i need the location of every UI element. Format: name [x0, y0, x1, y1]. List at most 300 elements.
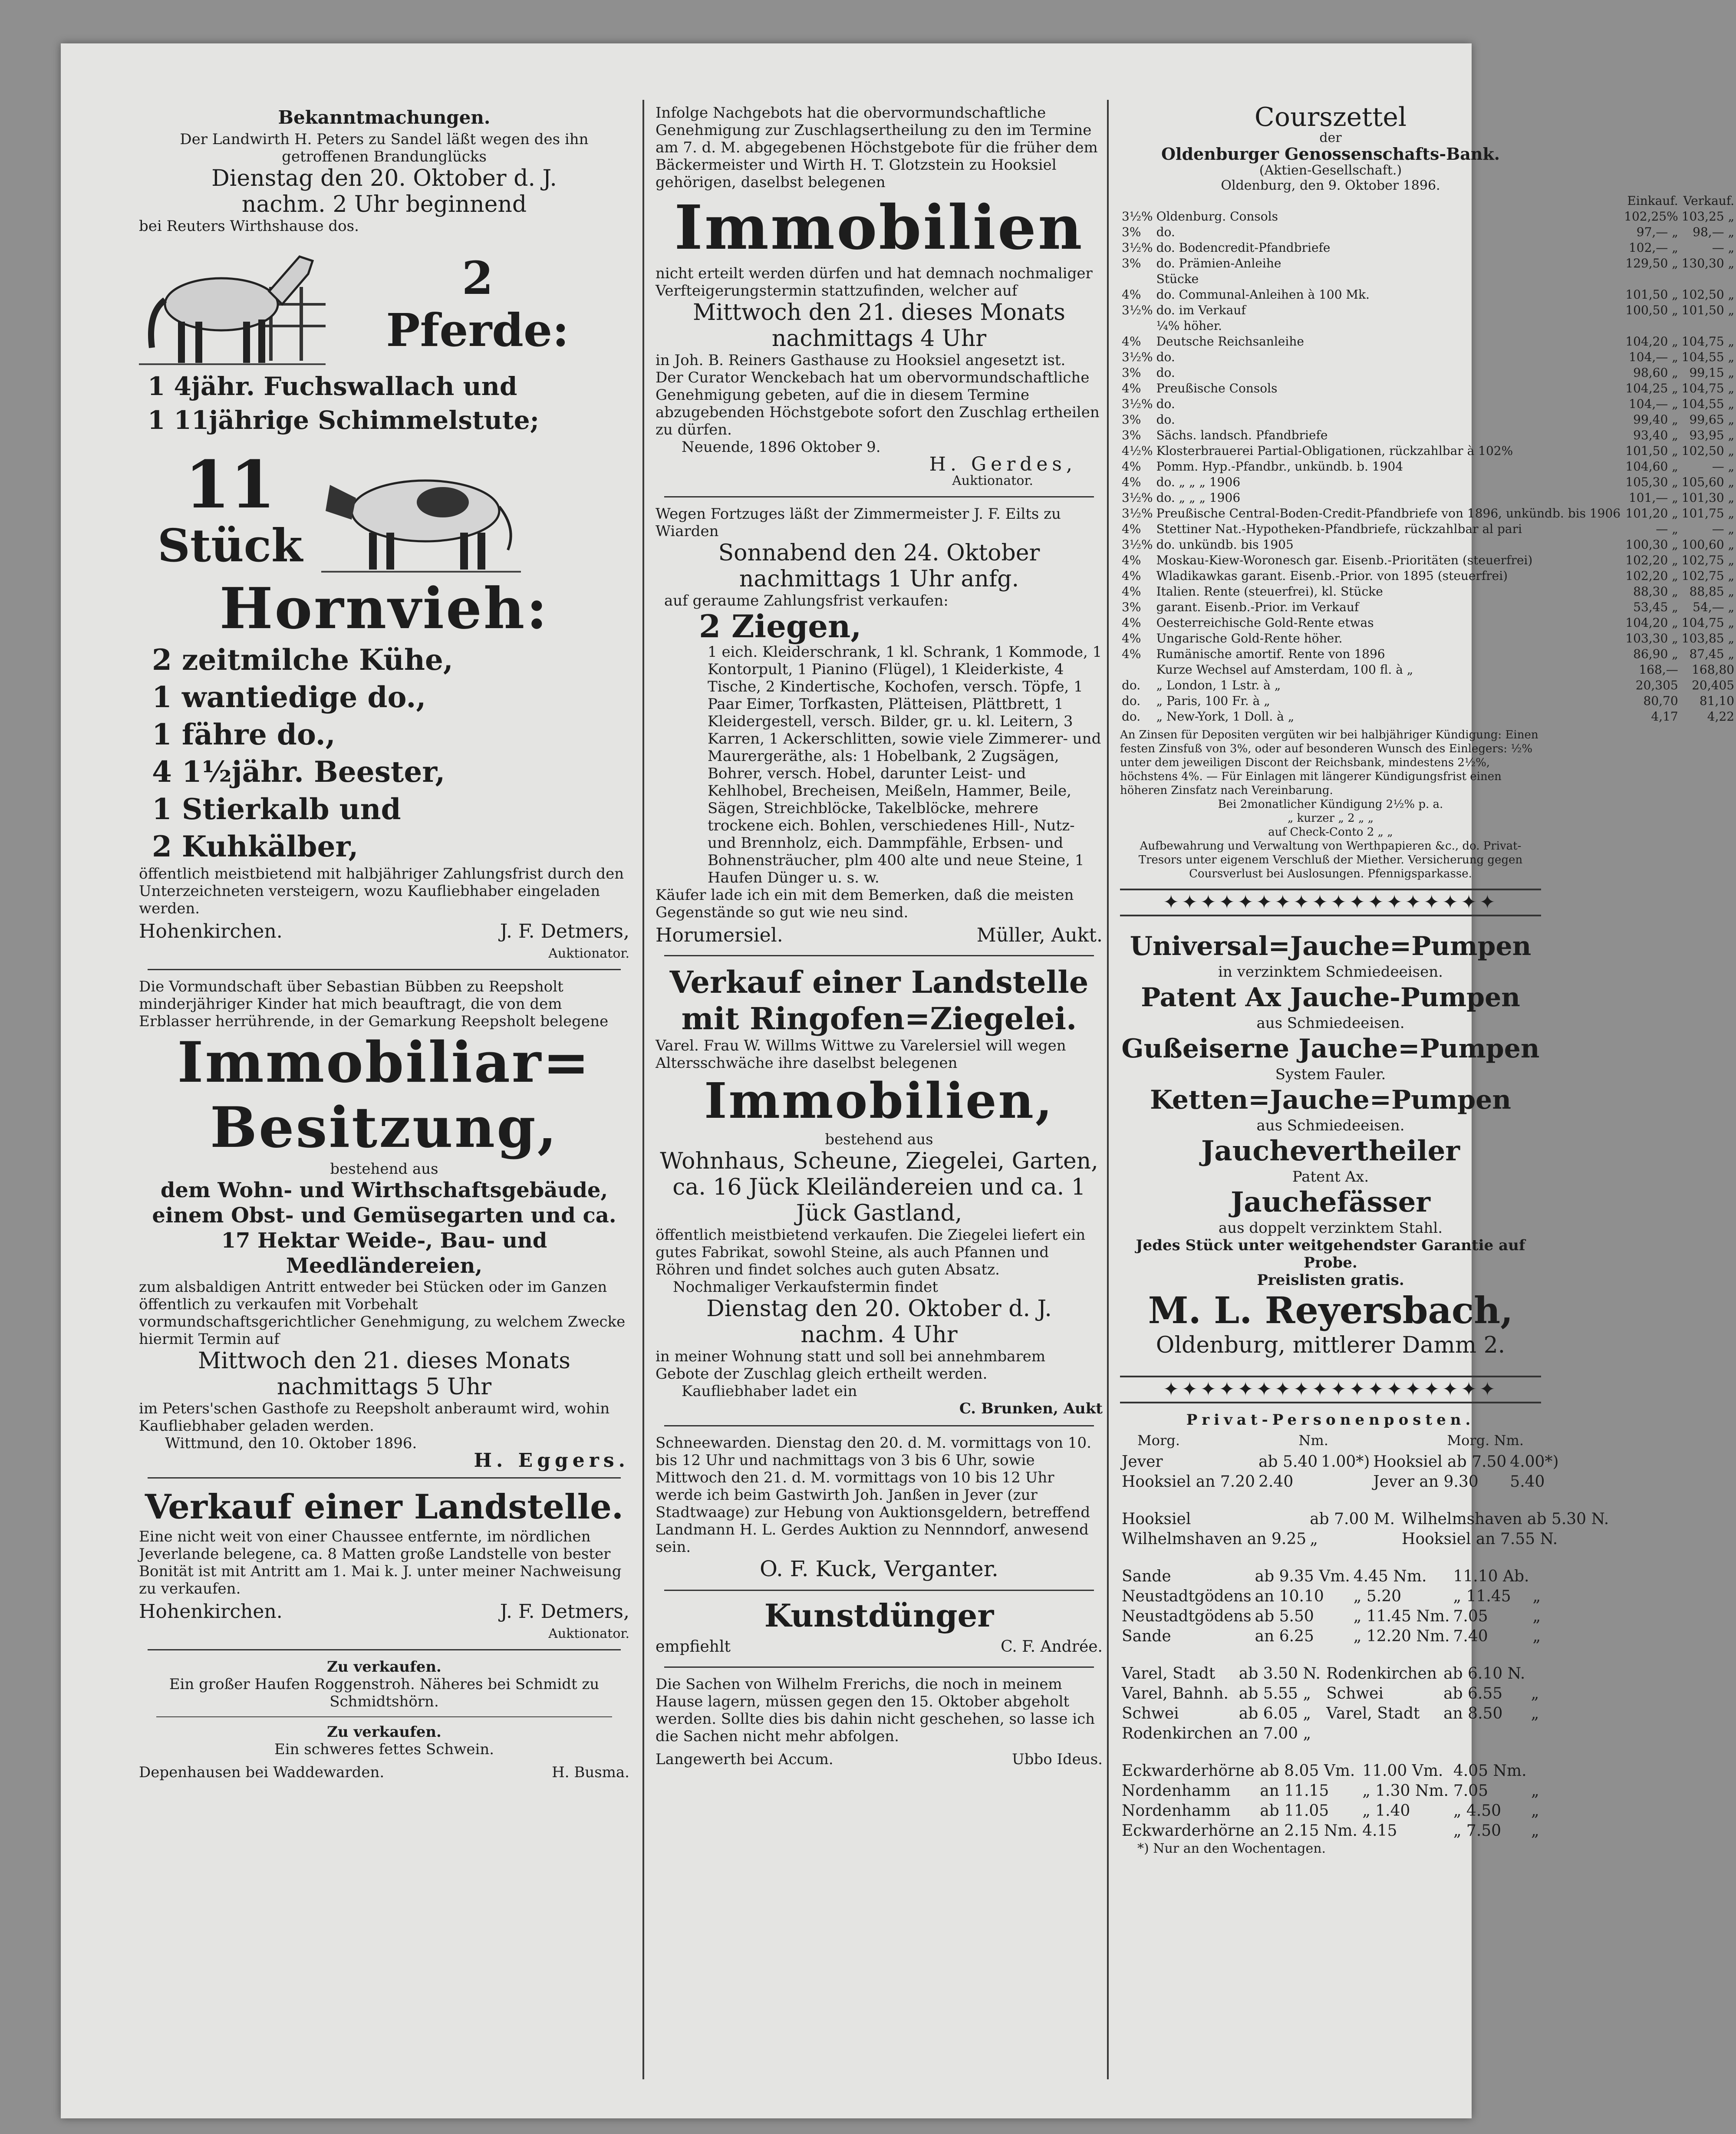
course-cell: Sächs. landsch. Pfandbriefe	[1156, 428, 1328, 442]
post-cell: Nordenhamm	[1122, 1782, 1231, 1800]
signature-role: Auktionator.	[548, 946, 629, 961]
brick-items: Wohnhaus, Scheune, Ziegelei, Garten, ca. 16 Jück Kleiländereien und ca. 1 Jück Gastland,	[660, 1148, 1098, 1226]
snow-text: Schneewarden. Dienstag den 20. d. M. vormittags von 10. bis 12 Uhr und nachmittags von 3 bis 6 Uhr, sowie Mittwoch den 21. d. M. vormittags von 10 bis 12 Uhr werde ich beim Gastwirth Joh. Janßen in Jever (zur Stadtwaage) zur Hebung von Auktionsgeldern, betreffend Landmann H. L. Gerdes Auktion zu Nennndorf, anwesend sein.	[656, 1434, 1091, 1556]
course-cell: Rumänische amortif. Rente von 1896	[1156, 647, 1385, 661]
course-cell: 104,20 „	[1625, 334, 1678, 349]
post-row	[1120, 1704, 1541, 1724]
post-groups	[1120, 1452, 1609, 1841]
course-cell: 4%	[1122, 334, 1141, 349]
course-row	[1120, 381, 1736, 396]
column-2	[656, 104, 1103, 1774]
post-cell: ab 6.10 N.	[1443, 1665, 1525, 1683]
fertilizer-line	[656, 1635, 1103, 1659]
post-cell: Varel, Bahnh.	[1122, 1685, 1229, 1703]
course-cell: 88,85 „	[1689, 584, 1735, 599]
course-title: Courszettel	[1254, 102, 1407, 132]
signature-name: Müller, Aukt.	[976, 924, 1103, 946]
course-cell	[1622, 318, 1680, 334]
course-cell: 87,45 „	[1689, 647, 1735, 661]
course-cell: — „	[1712, 459, 1735, 474]
post-title: Privat-Personenposten.	[1186, 1411, 1475, 1429]
course-row	[1120, 662, 1736, 678]
course-cell: garant. Eisenb.-Prior. im Verkauf	[1156, 600, 1359, 614]
pump-product: Universal=Jauche=Pumpen	[1130, 931, 1532, 962]
pump-detail: aus doppelt verzinktem Stahl.	[1218, 1219, 1443, 1237]
brick-text: öffentlich meistbietend verkaufen. Die Ziegelei liefert ein gutes Fabrikat, sowohl Steine, als auch Pfannen und Röhren und findet solches auch guten Absatz.	[656, 1226, 1086, 1278]
snow-signature: O. F. Kuck, Verganter.	[759, 1556, 999, 1581]
course-cell: 104,75 „	[1681, 381, 1735, 395]
estate-title: Immobiliar=	[177, 1030, 591, 1095]
course-cell: 4%	[1122, 475, 1141, 489]
ornament-divider: ✦✦✦✦✦✦✦✦✦✦✦✦✦✦✦✦✦✦	[1120, 889, 1541, 916]
post-cell: Nordenhamm	[1122, 1802, 1231, 1820]
course-cell: 168,80	[1692, 662, 1735, 677]
post-cell	[1529, 1761, 1541, 1781]
course-cell: 4½%	[1122, 444, 1153, 458]
course-cell: 3½%	[1122, 537, 1153, 552]
course-cell: Ungarische Gold-Rente höher.	[1156, 631, 1343, 645]
post-cell: an 2.15 Nm.	[1260, 1822, 1357, 1840]
signature-line	[656, 1748, 1103, 1771]
fertilizer-title: Kunstdünger	[764, 1597, 994, 1634]
land-text: Eine nicht weit von einer Chaussee entfernte, im nördlichen Jeverlande belegene, ca. 8 Matten große Landstelle von bester Bonität ist mit Antritt am 1. Mai k. J. unter meiner Nachweisung zu verkaufen.	[139, 1528, 622, 1597]
cattle-terms: öffentlich meistbietend mit halbjähriger Zahlungsfrist durch den Unterzeichneten versteigern, wozu Kaufliebhaber eingeladen werden.	[139, 865, 624, 917]
course-cell: do. unkündb. bis 1905	[1156, 537, 1294, 552]
brick-immobilien: Immobilien,	[704, 1073, 1054, 1130]
course-cell: Stücke	[1156, 272, 1199, 286]
post-cell: ab 6.55	[1443, 1685, 1503, 1703]
estate-date: Mittwoch den 21. dieses Monats	[198, 1348, 570, 1374]
brick-date: Dienstag den 20. Oktober d. J.	[706, 1296, 1052, 1322]
course-cell: 4%	[1122, 287, 1141, 302]
brick-consist: bestehend aus	[825, 1131, 933, 1148]
post-header-mid: Nm.	[1298, 1432, 1328, 1449]
course-cell: 104,55 „	[1681, 397, 1735, 411]
course-cell: 3½%	[1122, 350, 1153, 364]
course-cell: 103,25 „	[1681, 209, 1735, 224]
course-row	[1120, 615, 1736, 631]
cattle-count: 11	[184, 447, 276, 523]
post-row	[1120, 1509, 1614, 1529]
post-row	[1120, 1724, 1541, 1744]
course-row	[1120, 349, 1736, 365]
goat-intro: Wegen Fortzuges läßt der Zimmermeister J. F. Eilts zu Wiarden	[656, 505, 1061, 540]
notice-place: bei Reuters Wirthshause dos.	[139, 217, 359, 235]
course-cell: do. im Verkauf	[1156, 303, 1246, 317]
course-cell: 168,—	[1639, 662, 1678, 677]
course-header-row	[1120, 193, 1736, 209]
post-cell	[1442, 1724, 1529, 1744]
post-cell: „ 1.40	[1362, 1802, 1410, 1820]
pump-pricelist: Preislisten gratis.	[1257, 1271, 1404, 1289]
fertilizer-firm: C. F. Andrée.	[1001, 1638, 1103, 1656]
horses-count: 2	[461, 251, 494, 305]
course-row	[1120, 459, 1736, 474]
post-cell: „ 4.50	[1453, 1802, 1502, 1820]
course-cell: 102,20 „	[1625, 553, 1678, 567]
pump-detail: Patent Ax.	[1292, 1168, 1369, 1186]
course-safe: Aufbewahrung und Verwaltung von Werthpapieren &c., do. Privat-Tresors unter eigenem Verschluß der Miether. Versicherung gegen Coursverlust bei Auslosungen. Pfennigsparkasse.	[1138, 840, 1523, 880]
course-cell: Oldenburg. Consols	[1156, 209, 1278, 224]
post-cell: 5.40	[1510, 1473, 1545, 1491]
signature-name: J. F. Detmers,	[500, 920, 629, 942]
post-cell: 7.05	[1453, 1607, 1488, 1625]
goat-terms: auf geraume Zahlungsfrist verkaufen:	[664, 592, 949, 609]
course-header-cell: Einkauf.	[1627, 194, 1678, 208]
post-cell: „	[1531, 1782, 1539, 1800]
course-cell: Preußische Central-Boden-Credit-Pfandbriefe von 1896, unkündb. bis 1906	[1156, 506, 1621, 520]
fertilizer-left: empfiehlt	[656, 1638, 731, 1656]
immobilien-title: Immobilien	[674, 192, 1084, 263]
pump-firm: M. L. Reyersbach,	[1148, 1289, 1513, 1332]
land-title: Verkauf einer Landstelle.	[145, 1487, 624, 1527]
signature-role: Auktionator.	[548, 1626, 629, 1641]
course-cell: 3%	[1122, 256, 1141, 270]
course-cell: 3½%	[1122, 397, 1153, 411]
post-group	[1120, 1452, 1561, 1492]
course-cell: 102,75 „	[1681, 569, 1735, 583]
course-cell: 102,25%	[1624, 209, 1678, 224]
cow-illustration	[321, 446, 521, 576]
post-row	[1120, 1529, 1614, 1549]
course-cell: 3½%	[1122, 303, 1153, 317]
course-header-cell	[1155, 193, 1623, 209]
immobilien-intro: Infolge Nachgebots hat die obervormundschaftliche Genehmigung zur Zuschlagsertheilung zu den im Termine am 7. d. M. abgegebenen Höchstgebote für die früher dem Bäckermeister und Wirth H. T. Glotzstein zu Hooksiel gehörigen, daselbst belegenen	[656, 104, 1098, 191]
horse-item: 1 4jähr. Fuchswallach und	[148, 372, 517, 401]
course-row	[1120, 240, 1736, 256]
post-row	[1120, 1761, 1541, 1781]
course-cell: do. Communal-Anleihen à 100 Mk.	[1156, 287, 1370, 302]
estate-signature: H. Eggers.	[474, 1449, 629, 1472]
course-table	[1120, 193, 1736, 725]
course-cell: 4%	[1122, 522, 1141, 536]
cattle-item: 1 Stierkalb und	[152, 792, 401, 826]
course-cell: 104,75 „	[1681, 334, 1735, 349]
horse-item: 1 11jährige Schimmelstute;	[148, 405, 540, 435]
course-cell: 104,55 „	[1681, 350, 1735, 364]
course-cell: 129,50 „	[1625, 256, 1678, 270]
course-cell: 102,50 „	[1681, 287, 1735, 302]
course-date: Oldenburg, den 9. Oktober 1896.	[1221, 178, 1440, 193]
post-row	[1120, 1567, 1542, 1587]
course-row	[1120, 678, 1736, 693]
course-cell: 4%	[1122, 569, 1141, 583]
post-cell: Varel, Stadt	[1326, 1705, 1420, 1722]
estate-time: nachmittags 5 Uhr	[277, 1374, 492, 1400]
pump-product: Jauchevertheiler	[1201, 1135, 1460, 1167]
course-row	[1120, 443, 1736, 459]
course-row	[1120, 506, 1736, 521]
course-row	[1120, 209, 1736, 224]
post-row	[1120, 1781, 1541, 1801]
post-cell: „ 7.50	[1453, 1822, 1502, 1840]
course-cell: Stettiner Nat.-Hypotheken-Pfandbriefe, rückzahlbar al pari	[1156, 522, 1522, 536]
immobilien-text: nicht erteilt werden dürfen und hat demnach nochmaliger Verfteigerungstermin stattzufinden, welcher auf	[656, 265, 1093, 300]
post-cell: Neustadtgödens	[1122, 1607, 1252, 1625]
course-cell: 4%	[1122, 631, 1141, 645]
pump-product: Jauchefässer	[1231, 1186, 1430, 1218]
post-cell: an 7.00 „	[1239, 1725, 1311, 1742]
course-cell: Deutsche Reichsanleihe	[1156, 334, 1304, 349]
post-cell: ab 5.40	[1258, 1453, 1318, 1471]
course-cell: 3½%	[1122, 506, 1153, 520]
course-cell: Preußische Consols	[1156, 381, 1278, 395]
course-cell: 3%	[1122, 225, 1141, 239]
course-row	[1120, 428, 1736, 443]
course-cell: 101,20 „	[1625, 506, 1678, 520]
post-cell: „ 1.30 Nm.	[1362, 1782, 1449, 1800]
sale-heading: Zu verkaufen.	[327, 1723, 441, 1741]
course-kuendigung: Bei 2monatlicher Kündigung 2½% p. a.	[1218, 798, 1443, 811]
course-cell: 104,— „	[1628, 350, 1678, 364]
course-kuendigung: auf Check-Conto 2 „ „	[1268, 826, 1393, 839]
post-cell: 4.15	[1362, 1822, 1397, 1840]
post-header-right: Morg. Nm.	[1447, 1432, 1524, 1449]
course-cell: 93,95 „	[1689, 428, 1735, 442]
course-cell: „ London, 1 Lstr. à „	[1156, 678, 1281, 692]
course-cell: 102,75 „	[1681, 553, 1735, 567]
course-row	[1120, 568, 1736, 584]
course-cell: do.	[1156, 366, 1175, 380]
course-cell: 130,30 „	[1681, 256, 1735, 270]
course-bank: Oldenburger Genossenschafts-Bank.	[1161, 144, 1500, 164]
post-cell: ab 11.05	[1260, 1802, 1329, 1820]
course-cell: 20,405	[1692, 678, 1735, 692]
post-cell	[1529, 1664, 1541, 1684]
pump-guarantee: Jedes Stück unter weitgehendster Garantie auf Probe.	[1136, 1237, 1525, 1271]
cattle-item: 4 1½jähr. Beester,	[152, 755, 445, 789]
brick-title: Verkauf einer Landstelle mit Ringofen=Ziegelei.	[669, 964, 1089, 1037]
post-cell: ab 8.05 Vm.	[1260, 1762, 1355, 1780]
course-cell	[1622, 271, 1680, 287]
course-cell: 4,17	[1651, 709, 1678, 724]
cattle-item: 1 fähre do.,	[152, 718, 336, 751]
course-row	[1120, 396, 1736, 412]
estate-terms: zum alsbaldigen Antritt entweder bei Stücken oder im Ganzen öffentlich zu verkaufen mit Vorbehalt vormundschaftsgerichtlicher Genehmigung, zu welchem Zwecke hiermit Termin auf	[139, 1278, 626, 1348]
course-cell: 97,— „	[1636, 225, 1678, 239]
course-cell: 104,25 „	[1625, 381, 1678, 395]
post-cell: Rodenkirchen	[1326, 1665, 1437, 1683]
course-cell: 101,75 „	[1681, 506, 1735, 520]
post-cell: ab 3.50 N.	[1239, 1665, 1321, 1683]
estate-dateline: Wittmund, den 10. Oktober 1896.	[165, 1435, 417, 1452]
estate-title: Besitzung,	[210, 1095, 559, 1160]
course-cell: 100,50 „	[1625, 303, 1678, 317]
post-cell: Varel, Stadt	[1122, 1665, 1216, 1683]
course-row	[1120, 334, 1736, 349]
notice-heading: Bekanntmachungen.	[278, 107, 491, 128]
post-cell: Sande	[1122, 1568, 1171, 1585]
sale-text: Ein großer Haufen Roggenstroh. Näheres bei Schmidt zu Schmidtshörn.	[169, 1676, 600, 1710]
signature-place: Hohenkirchen.	[139, 920, 283, 942]
course-cell: 102,20 „	[1625, 569, 1678, 583]
course-cell: 101,— „	[1628, 491, 1678, 505]
post-cell: Neustadtgödens	[1122, 1587, 1252, 1605]
course-row	[1120, 287, 1736, 303]
course-cell: do.	[1122, 709, 1141, 724]
pump-product: Ketten=Jauche=Pumpen	[1150, 1085, 1511, 1115]
post-row	[1120, 1452, 1561, 1472]
post-row	[1120, 1801, 1541, 1821]
pump-detail: System Fauler.	[1275, 1066, 1386, 1083]
course-cell: do.	[1156, 225, 1175, 239]
course-cell: — „	[1712, 240, 1735, 255]
course-row	[1120, 474, 1736, 490]
course-row	[1120, 318, 1736, 334]
course-row	[1120, 584, 1736, 599]
post-header	[1137, 1429, 1524, 1452]
brick-intro: Varel. Frau W. Willms Wittwe zu Varelersiel will wegen Altersschwäche ihre daselbst belegenen	[656, 1037, 1066, 1072]
estate-items: dem Wohn- und Wirthschaftsgebäude, einem Obst- und Gemüsegarten und ca. 17 Hektar Weide-, Bau- und Meedländereien,	[152, 1178, 616, 1278]
immobilien-dateline: Neuende, 1896 Oktober 9.	[682, 438, 881, 456]
course-cell: 101,50 „	[1681, 303, 1735, 317]
immobilien-time: nachmittags 4 Uhr	[771, 326, 987, 352]
post-group	[1120, 1567, 1542, 1647]
course-row	[1120, 271, 1736, 287]
course-cell: do.	[1156, 397, 1175, 411]
post-cell: an 6.25	[1255, 1627, 1314, 1645]
newspaper-page	[61, 43, 1735, 2118]
pump-detail: in verzinktem Schmiedeeisen.	[1218, 963, 1443, 981]
brick-signature: C. Brunken, Aukt	[959, 1400, 1103, 1417]
course-cell: 100,60 „	[1681, 537, 1735, 552]
course-row	[1120, 646, 1736, 662]
course-cell: 101,30 „	[1681, 491, 1735, 505]
course-cell: 3%	[1122, 600, 1141, 614]
estate-intro: Die Vormundschaft über Sebastian Bübben zu Reepsholt minderjähriger Kinder hat mich beauftragt, die von dem Erblasser herrührende, in der Gemarkung Reepsholt belegene	[139, 978, 609, 1030]
brick-place: in meiner Wohnung statt und soll bei annehmbarem Gebote der Zuschlag gleich ertheilt werden.	[656, 1348, 1046, 1383]
course-cell: 105,30 „	[1625, 475, 1678, 489]
signature-name: J. F. Detmers,	[500, 1600, 629, 1623]
post-cell: 4.45 Nm.	[1353, 1568, 1427, 1585]
cattle-block	[139, 446, 629, 576]
post-cell: „	[1532, 1627, 1541, 1645]
course-cell: do. „ „ „ 1906	[1156, 491, 1241, 505]
course-cell: 105,60 „	[1681, 475, 1735, 489]
course-cell: „ New-York, 1 Doll. à „	[1156, 709, 1295, 724]
post-cell: Wilhelmshaven an 9.25	[1122, 1530, 1307, 1548]
course-kuendigung: „ kurzer „ 2 „ „	[1287, 812, 1374, 825]
course-row	[1120, 490, 1736, 506]
post-cell: an 8.50	[1443, 1705, 1503, 1722]
course-cell: 100,30 „	[1625, 537, 1678, 552]
post-cell: ab 6.05 „	[1239, 1705, 1311, 1722]
course-cell: 4%	[1122, 459, 1141, 474]
course-cell: 4%	[1122, 616, 1141, 630]
goat-time: nachmittags 1 Uhr anfg.	[739, 566, 1019, 592]
post-cell: „	[1310, 1530, 1318, 1548]
course-cell: 81,10	[1699, 694, 1735, 708]
post-cell: Jever	[1122, 1453, 1163, 1471]
signature-place: Langewerth bei Accum.	[656, 1751, 833, 1768]
post-cell: 2.40	[1258, 1473, 1294, 1491]
post-cell: „ 12.20 Nm.	[1353, 1627, 1450, 1645]
course-cell: 20,305	[1635, 678, 1678, 692]
course-header-cell: Verkauf.	[1683, 194, 1735, 208]
notice-time: nachm. 2 Uhr beginnend	[241, 191, 527, 217]
course-ag: (Aktien-Gesellschaft.)	[1259, 163, 1402, 178]
sale-text: Ein schweres fettes Schwein.	[274, 1741, 494, 1758]
post-cell: 1.00*)	[1321, 1453, 1370, 1471]
course-cell: 3½%	[1122, 240, 1153, 255]
post-cell: 7.40	[1453, 1627, 1488, 1645]
brick-term: Nochmaliger Verkaufstermin findet	[673, 1278, 938, 1296]
course-cell: 101,50 „	[1625, 287, 1678, 302]
post-schedule	[1120, 1411, 1609, 1856]
post-cell: Sande	[1122, 1627, 1171, 1645]
post-cell: 4.00*)	[1510, 1453, 1559, 1471]
horse-illustration	[139, 239, 326, 369]
course-cell: Kurze Wechsel auf Amsterdam, 100 fl. à „	[1156, 662, 1413, 677]
course-cell: do.	[1156, 412, 1175, 427]
course-cell: 3%	[1122, 366, 1141, 380]
course-row	[1120, 631, 1736, 646]
course-cell: 98,60 „	[1633, 366, 1678, 380]
course-cell: 98,— „	[1693, 225, 1735, 239]
post-cell: an 11.15	[1260, 1782, 1329, 1800]
post-cell: Schwei	[1326, 1685, 1384, 1703]
course-row	[1120, 521, 1736, 537]
horses-title: Pferde:	[386, 303, 569, 357]
post-cell: „ 5.20	[1353, 1587, 1402, 1605]
course-cell: do. Bodencredit-Pfandbriefe	[1156, 240, 1331, 255]
post-cell: ab 7.00 M.	[1310, 1510, 1395, 1528]
course-cell: 86,90 „	[1633, 647, 1678, 661]
post-header-left: Morg.	[1137, 1432, 1180, 1449]
post-group	[1120, 1761, 1541, 1841]
post-cell: „	[1531, 1822, 1539, 1840]
post-cell: „ 11.45	[1453, 1587, 1511, 1605]
course-der: der	[1319, 130, 1342, 145]
sale-heading: Zu verkaufen.	[327, 1658, 441, 1676]
post-cell: Hooksiel an 7.55 N.	[1402, 1530, 1558, 1548]
course-cell: 104,— „	[1628, 397, 1678, 411]
post-cell: 11.00 Vm.	[1362, 1762, 1443, 1780]
column-rule	[642, 100, 644, 2079]
signature-line	[139, 920, 629, 943]
course-cell: ¼% höher.	[1156, 319, 1222, 333]
course-cell: 80,70	[1643, 694, 1678, 708]
post-note: *) Nur an den Wochentagen.	[1137, 1841, 1326, 1856]
post-cell: Rodenkirchen	[1122, 1725, 1232, 1742]
post-cell	[1531, 1567, 1542, 1587]
cattle-unit: Stück	[157, 519, 303, 572]
post-row	[1120, 1627, 1542, 1647]
course-cell: 88,30 „	[1633, 584, 1678, 599]
post-cell: Hooksiel ab 7.50	[1373, 1453, 1507, 1471]
cattle-item: 2 Kuhkälber,	[152, 830, 359, 863]
post-cell	[1611, 1529, 1614, 1549]
post-cell: „	[1531, 1802, 1539, 1820]
post-row	[1120, 1684, 1541, 1704]
frerichs-text: Die Sachen von Wilhelm Frerichs, die noch in meinem Hause lagern, müssen gegen den 15. Oktober abgeholt werden. Sollte dies bis dahin nicht geschehen, so lasse ich die Sachen nicht mehr abfolgen.	[656, 1676, 1095, 1745]
post-row	[1120, 1664, 1541, 1684]
post-cell: an 10.10	[1255, 1587, 1324, 1605]
post-row	[1120, 1607, 1542, 1627]
course-cell: 93,40 „	[1633, 428, 1678, 442]
course-cell: 4,22	[1707, 709, 1735, 724]
course-cell: „ Paris, 100 Fr. à „	[1156, 694, 1270, 708]
course-cell: 99,40 „	[1633, 412, 1678, 427]
cattle-title: Hornvieh:	[219, 575, 549, 642]
course-row	[1120, 412, 1736, 428]
immobilien-date: Mittwoch den 21. dieses Monats	[693, 300, 1065, 326]
course-cell	[1680, 318, 1736, 334]
course-row	[1120, 709, 1736, 725]
post-cell: 4.05 Nm.	[1453, 1762, 1527, 1780]
post-row	[1120, 1587, 1542, 1607]
post-cell: Hooksiel an 7.20	[1122, 1473, 1255, 1491]
